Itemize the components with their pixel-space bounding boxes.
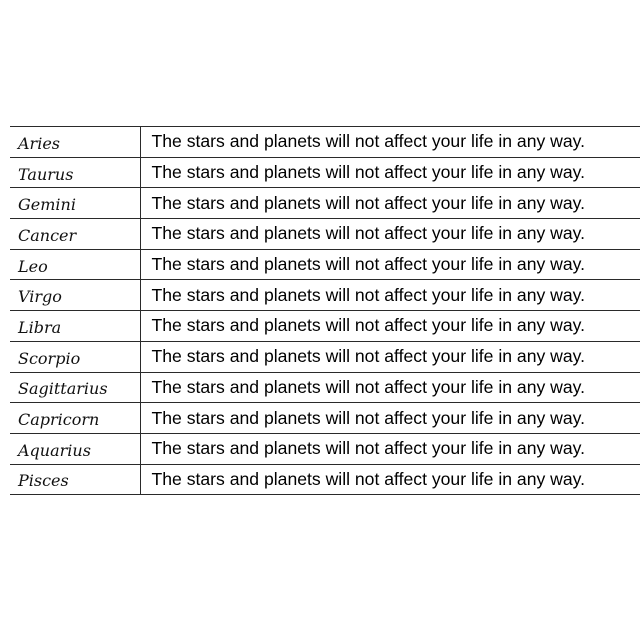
table-row-gemini xyxy=(10,188,640,219)
horoscope-table-body xyxy=(10,127,640,495)
table-row-capricorn xyxy=(10,403,640,434)
horoscope-text-scorpio: The stars and planets will not affect your life in any way. xyxy=(140,341,640,372)
table-row-pisces xyxy=(10,464,640,495)
horoscope-text-pisces: The stars and planets will not affect your life in any way. xyxy=(140,464,640,495)
horoscope-text-taurus: The stars and planets will not affect your life in any way. xyxy=(140,157,640,188)
horoscope-text-capricorn: The stars and planets will not affect your life in any way. xyxy=(140,403,640,434)
horoscope-text-virgo: The stars and planets will not affect your life in any way. xyxy=(140,280,640,311)
table-row-virgo xyxy=(10,280,640,311)
table-row-sagittarius xyxy=(10,372,640,403)
sign-cell-pisces: Pisces xyxy=(10,464,140,495)
sign-cell-scorpio: Scorpio xyxy=(10,341,140,372)
horoscope-text-leo: The stars and planets will not affect your life in any way. xyxy=(140,249,640,280)
horoscope-text-gemini: The stars and planets will not affect your life in any way. xyxy=(140,188,640,219)
sign-cell-aries: Aries xyxy=(10,127,140,158)
horoscope-table xyxy=(10,126,640,495)
sign-cell-sagittarius: Sagittarius xyxy=(10,372,140,403)
sign-cell-aquarius: Aquarius xyxy=(10,433,140,464)
sign-cell-gemini: Gemini xyxy=(10,188,140,219)
table-row-libra xyxy=(10,311,640,342)
sign-cell-leo: Leo xyxy=(10,249,140,280)
sign-cell-cancer: Cancer xyxy=(10,219,140,250)
sign-cell-capricorn: Capricorn xyxy=(10,403,140,434)
horoscope-text-sagittarius: The stars and planets will not affect your life in any way. xyxy=(140,372,640,403)
sign-cell-taurus: Taurus xyxy=(10,157,140,188)
table-row-aquarius xyxy=(10,433,640,464)
table-row-aries xyxy=(10,127,640,158)
horoscope-text-cancer: The stars and planets will not affect your life in any way. xyxy=(140,219,640,250)
horoscope-text-aquarius: The stars and planets will not affect your life in any way. xyxy=(140,433,640,464)
table-row-cancer xyxy=(10,219,640,250)
table-row-leo xyxy=(10,249,640,280)
horoscope-text-aries: The stars and planets will not affect your life in any way. xyxy=(140,127,640,158)
table-row-scorpio xyxy=(10,341,640,372)
horoscope-text-libra: The stars and planets will not affect your life in any way. xyxy=(140,311,640,342)
sign-cell-libra: Libra xyxy=(10,311,140,342)
table-row-taurus xyxy=(10,157,640,188)
sign-cell-virgo: Virgo xyxy=(10,280,140,311)
